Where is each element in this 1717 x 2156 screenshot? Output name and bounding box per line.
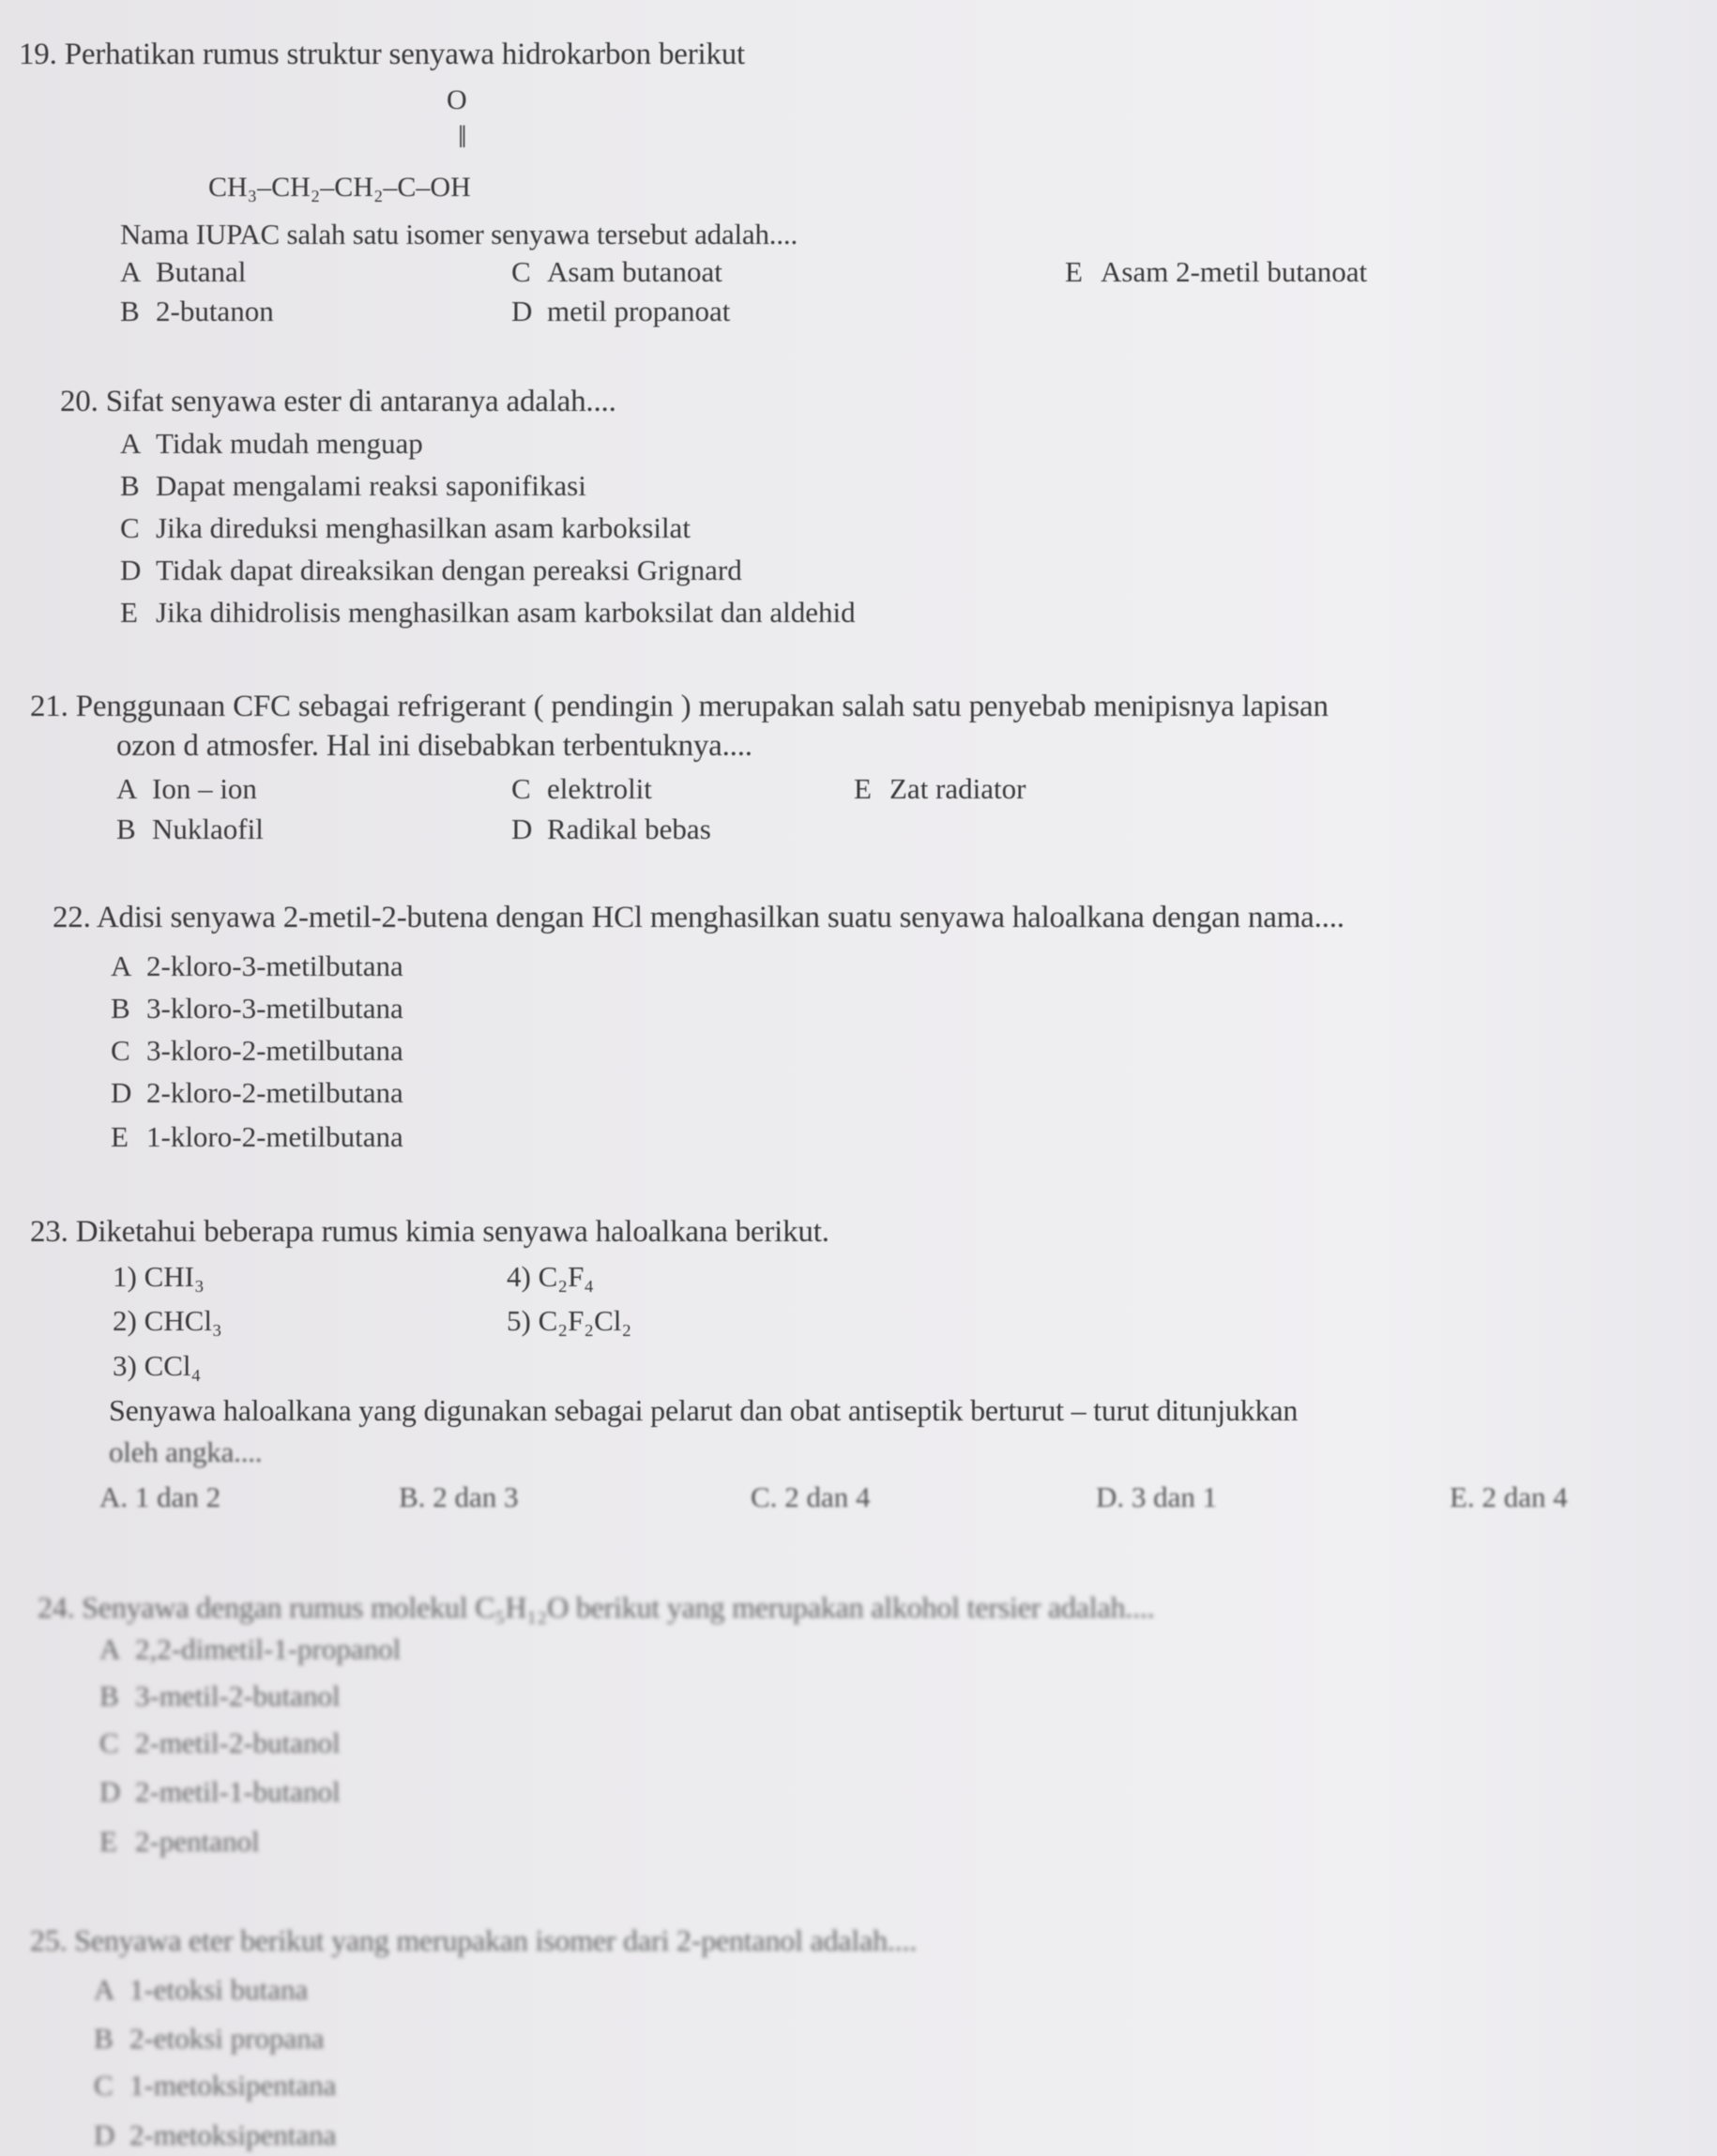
formula-3: 3) CCl₄ xyxy=(113,1349,202,1382)
option-e[interactable]: E 1-kloro-2-metilbutana xyxy=(111,1120,403,1153)
option-c[interactable]: C Asam butanoat xyxy=(511,255,722,288)
question-23-stem: 23. Diketahui beberapa rumus kimia senyawa haloalkana berikut. xyxy=(30,1215,829,1249)
formula-1: 1) CHI₃ xyxy=(113,1260,205,1293)
option-d[interactable]: D Tidak dapat direaksikan dengan pereaksi Grignard xyxy=(120,554,742,586)
option-c[interactable]: C 3-kloro-2-metilbutana xyxy=(111,1034,403,1067)
option-d[interactable]: D 2-kloro-2-metilbutana xyxy=(111,1076,403,1109)
question-21-stem-line1: 21. Penggunaan CFC sebagai refrigerant ( pendingin ) merupakan salah satu penyebab menipisnya lapisan xyxy=(30,690,1329,723)
option-d[interactable]: D 2-metil-1-butanol xyxy=(99,1775,341,1808)
option-b[interactable]: B 3-metil-2-butanol xyxy=(99,1679,341,1712)
option-b[interactable]: B 3-kloro-3-metilbutana xyxy=(111,992,403,1025)
question-21-stem-line2: ozon d atmosfer. Hal ini disebabkan terbentuknya.... xyxy=(116,729,752,763)
option-b[interactable]: B Nuklaofil xyxy=(116,812,264,845)
question-24-stem: 24. Senyawa dengan rumus molekul C₅H₁₂O berikut yang merupakan alkohol tersier adalah.... xyxy=(38,1590,1155,1624)
option-e[interactable]: E 2-pentanol xyxy=(99,1825,260,1858)
option-a[interactable]: A. 1 dan 2 xyxy=(99,1480,221,1513)
option-c[interactable]: C. 2 dan 4 xyxy=(751,1480,871,1513)
structure-double-bond: ‖ xyxy=(458,120,467,155)
option-d[interactable]: D. 3 dan 1 xyxy=(1096,1480,1218,1513)
formula-2: 2) CHCl₃ xyxy=(113,1304,222,1337)
question-20-stem: 20. Sifat senyawa ester di antaranya adalah.... xyxy=(60,385,616,418)
option-e[interactable]: E Asam 2-metil butanoat xyxy=(1065,255,1368,288)
question-number: 19. xyxy=(19,38,57,71)
option-d[interactable]: D Radikal bebas xyxy=(511,812,711,845)
option-a[interactable]: A Butanal xyxy=(120,255,247,288)
question-23-prompt-line1: Senyawa haloalkana yang digunakan sebagai pelarut dan obat antiseptik berturut – turut ditunjukkan xyxy=(109,1393,1299,1427)
option-a[interactable]: A 2,2-dimetil-1-propanol xyxy=(99,1632,402,1665)
option-b[interactable]: B 2-butanon xyxy=(120,295,274,327)
option-d[interactable]: D metil propanoat xyxy=(511,295,731,327)
formula-5: 5) C₂F₂Cl₂ xyxy=(507,1304,632,1337)
formula-4: 4) C₂F₄ xyxy=(507,1260,595,1293)
option-c[interactable]: C elektrolit xyxy=(511,772,652,805)
question-19-stem xyxy=(19,38,745,72)
option-a[interactable]: A 2-kloro-3-metilbutana xyxy=(111,949,403,982)
option-d[interactable]: D 2-metoksipentana xyxy=(94,2118,337,2151)
option-e[interactable]: E Jika dihidrolisis menghasilkan asam karboksilat dan aldehid xyxy=(120,596,856,629)
option-a[interactable]: A 1-etoksi butana xyxy=(94,1973,309,2006)
question-19-prompt: Nama IUPAC salah satu isomer senyawa tersebut adalah.... xyxy=(120,218,798,251)
option-a[interactable]: A Tidak mudah menguap xyxy=(120,427,423,460)
question-25-stem: 25. Senyawa eter berikut yang merupakan isomer dari 2-pentanol adalah.... xyxy=(30,1923,918,1957)
question-text: Perhatikan rumus struktur senyawa hidrokarbon berikut xyxy=(64,38,746,71)
option-a[interactable]: A Ion – ion xyxy=(116,772,257,805)
structure-chain: CH₃–CH₂–CH₂–C–OH xyxy=(208,172,471,203)
option-c[interactable]: C Jika direduksi menghasilkan asam karboksilat xyxy=(120,511,691,544)
structure-oxygen: O xyxy=(447,84,467,115)
option-b[interactable]: B. 2 dan 3 xyxy=(399,1480,519,1513)
option-e[interactable]: E. 2 dan 4 xyxy=(1450,1480,1568,1513)
question-22-stem: 22. Adisi senyawa 2-metil-2-butena dengan HCl menghasilkan suatu senyawa haloalkana dengan nama.... xyxy=(53,901,1345,934)
option-b[interactable]: B 2-etoksi propana xyxy=(94,2022,325,2055)
option-b[interactable]: B Dapat mengalami reaksi saponifikasi xyxy=(120,469,586,502)
option-e[interactable]: E Zat radiator xyxy=(854,772,1026,805)
option-c[interactable]: C 1-metoksipentana xyxy=(94,2069,337,2102)
option-c[interactable]: C 2-metil-2-butanol xyxy=(99,1726,341,1759)
question-23-prompt-line2: oleh angka.... xyxy=(109,1435,263,1468)
